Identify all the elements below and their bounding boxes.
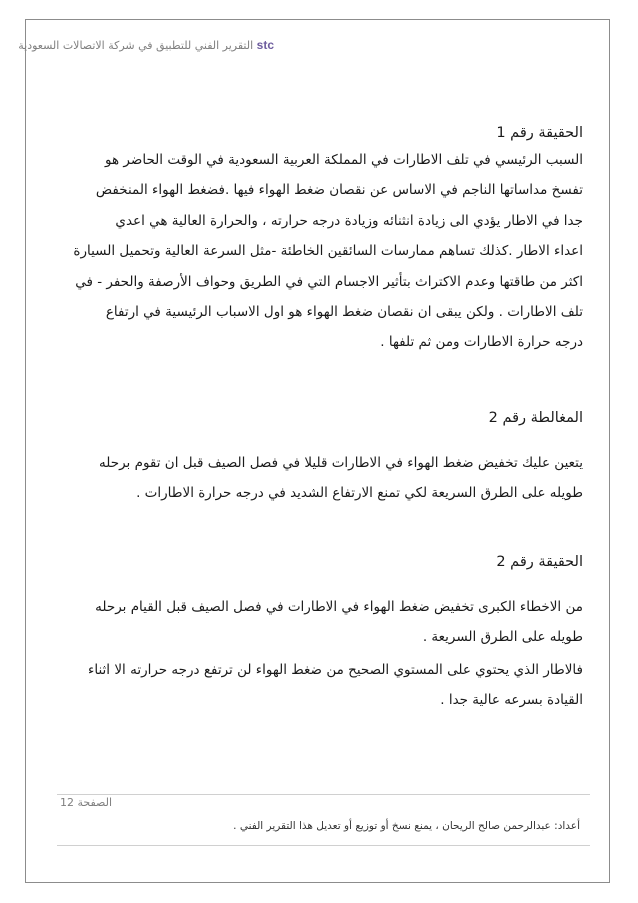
header-title: التقرير الفني للتطبيق في شركة الاتصالات السعودية xyxy=(18,39,254,52)
document-header xyxy=(18,38,278,60)
section-fact-1-paragraph xyxy=(52,145,583,358)
paragraph-line: طويله على الطرق السريعة لكي تمنع الارتفاع الشديد في درجه حرارة الاطارات . xyxy=(136,485,583,502)
footer-divider-bottom xyxy=(57,845,590,846)
stc-logo: stc xyxy=(256,38,274,52)
page-number: الصفحة 12 xyxy=(60,796,113,809)
paragraph-line: درجه حرارة الاطارات ومن ثم تلفها . xyxy=(380,334,583,351)
paragraph-line: القيادة بسرعه عالية جدا . xyxy=(440,692,583,709)
paragraph-line: اعداء الاطار .كذلك تساهم ممارسات السائقين الخاطئة -مثل السرعة العالية وتحميل السيارة xyxy=(73,243,583,260)
paragraph-line: من الاخطاء الكبرى تخفيض ضغط الهواء في الاطارات في فصل الصيف قبل القيام برحله xyxy=(95,599,583,615)
section-heading: الحقيقة رقم 1 xyxy=(496,125,583,141)
paragraph-line: فالاطار الذي يحتوي على المستوي الصحيح من ضغط الهواء لن ترتفع درجه حرارته الا اثناء xyxy=(88,662,583,678)
paragraph-line: السبب الرئيسي في تلف الاطارات في المملكة العربية السعودية في الوقت الحاضر هو xyxy=(105,152,583,168)
paragraph-line: تلف الاطارات . ولكن يبقى ان نقصان ضغط الهواء هو اول الاسباب الرئيسية في ارتفاع xyxy=(105,304,583,321)
paragraph-line: طويله على الطرق السريعة . xyxy=(422,629,583,646)
section-fact-2-paragraph-2 xyxy=(52,655,583,716)
section-fact-2 xyxy=(52,552,583,572)
section-heading: الحقيقة رقم 2 xyxy=(496,554,583,570)
paragraph-line: يتعين عليك تخفيض ضغط الهواء في الاطارات قليلا في فصل الصيف قبل ان تقوم برحله xyxy=(99,455,583,471)
paragraph-line: جدا في الاطار يؤدي الى زيادة انثنائه وزيادة درجه حرارته ، والحرارة العالية هي اعدي xyxy=(115,212,583,229)
section-myth-2 xyxy=(52,408,583,428)
section-heading: المغالطة رقم 2 xyxy=(488,410,583,426)
paragraph-line: تفسخ مداساتها الناجم في الاساس عن نقصان ضغط الهواء فيها .فضغط الهواء المنخفض xyxy=(95,182,583,199)
section-fact-1 xyxy=(52,123,583,143)
section-myth-2-paragraph xyxy=(52,448,583,509)
author-credit: أعداد: عبدالرحمن صالح الريحان ، يمنع نسخ أو توزيع أو تعديل هذا التقرير الفني . xyxy=(233,820,580,832)
paragraph-line: اكثر من طاقتها وعدم الاكتراث بتأثير الاجسام التي في الطريق وحواف الأرصفة والحفر - في xyxy=(75,273,583,290)
footer-divider-top xyxy=(57,794,590,795)
section-fact-2-paragraph-1 xyxy=(52,592,583,653)
